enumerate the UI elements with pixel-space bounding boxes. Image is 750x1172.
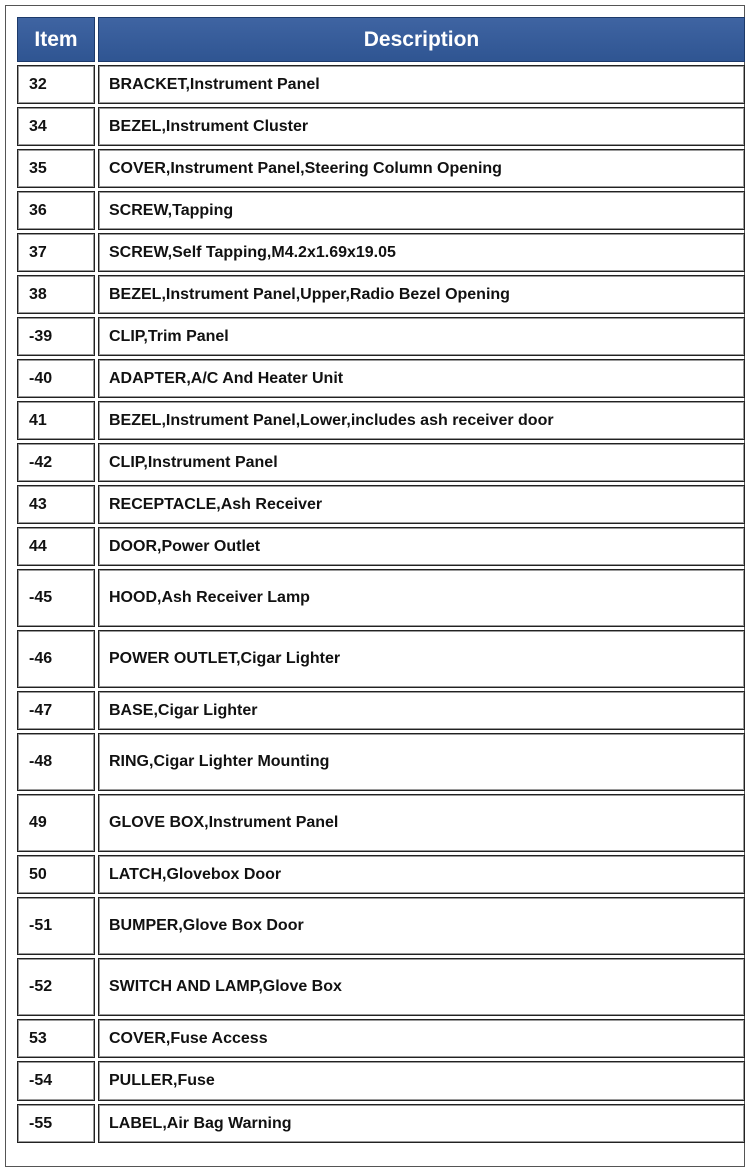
table-row (17, 855, 745, 894)
item-description: BRACKET,Instrument Panel (98, 65, 745, 104)
item-number: -39 (17, 317, 95, 356)
item-description: BUMPER,Glove Box Door (98, 897, 745, 955)
table-row (17, 897, 745, 955)
parts-table (14, 14, 748, 1146)
item-number: 35 (17, 149, 95, 188)
item-number: 44 (17, 527, 95, 566)
item-description: GLOVE BOX,Instrument Panel (98, 794, 745, 852)
table-row (17, 733, 745, 791)
item-number: 43 (17, 485, 95, 524)
item-number: -54 (17, 1061, 95, 1101)
table-row (17, 630, 745, 688)
item-number: 34 (17, 107, 95, 146)
item-description: SCREW,Tapping (98, 191, 745, 230)
item-description: BEZEL,Instrument Cluster (98, 107, 745, 146)
item-number: 41 (17, 401, 95, 440)
item-number: -40 (17, 359, 95, 398)
item-number: 38 (17, 275, 95, 314)
table-row (17, 317, 745, 356)
table-row (17, 1061, 745, 1101)
item-number: 53 (17, 1019, 95, 1058)
item-description: BEZEL,Instrument Panel,Upper,Radio Bezel Opening (98, 275, 745, 314)
item-number: 32 (17, 65, 95, 104)
table-row (17, 569, 745, 627)
table-row (17, 233, 745, 272)
table-row (17, 191, 745, 230)
item-description: BEZEL,Instrument Panel,Lower,includes ash receiver door (98, 401, 745, 440)
item-description: CLIP,Trim Panel (98, 317, 745, 356)
item-description: CLIP,Instrument Panel (98, 443, 745, 482)
table-row (17, 275, 745, 314)
item-description: COVER,Instrument Panel,Steering Column Opening (98, 149, 745, 188)
table-row (17, 794, 745, 852)
table-row (17, 485, 745, 524)
item-number: 50 (17, 855, 95, 894)
item-description: DOOR,Power Outlet (98, 527, 745, 566)
item-description: PULLER,Fuse (98, 1061, 745, 1101)
column-header-description: Description (98, 17, 745, 62)
table-row (17, 107, 745, 146)
item-description: SWITCH AND LAMP,Glove Box (98, 958, 745, 1016)
item-number: 37 (17, 233, 95, 272)
item-number: -51 (17, 897, 95, 955)
item-description: ADAPTER,A/C And Heater Unit (98, 359, 745, 398)
table-row (17, 691, 745, 730)
item-number: -55 (17, 1104, 95, 1143)
item-description: COVER,Fuse Access (98, 1019, 745, 1058)
table-row (17, 149, 745, 188)
column-header-item: Item (17, 17, 95, 62)
table-row (17, 958, 745, 1016)
item-number: -48 (17, 733, 95, 791)
table-row (17, 359, 745, 398)
item-number: -42 (17, 443, 95, 482)
item-number: -46 (17, 630, 95, 688)
table-row (17, 443, 745, 482)
item-number: -45 (17, 569, 95, 627)
item-description: HOOD,Ash Receiver Lamp (98, 569, 745, 627)
item-description: RING,Cigar Lighter Mounting (98, 733, 745, 791)
table-header-row (17, 17, 745, 62)
item-number: 36 (17, 191, 95, 230)
parts-table-frame (5, 5, 745, 1167)
table-row (17, 401, 745, 440)
item-description: BASE,Cigar Lighter (98, 691, 745, 730)
table-row (17, 527, 745, 566)
table-row (17, 1019, 745, 1058)
item-description: RECEPTACLE,Ash Receiver (98, 485, 745, 524)
table-row (17, 65, 745, 104)
item-description: LABEL,Air Bag Warning (98, 1104, 745, 1143)
item-number: -47 (17, 691, 95, 730)
item-number: -52 (17, 958, 95, 1016)
item-number: 49 (17, 794, 95, 852)
item-description: SCREW,Self Tapping,M4.2x1.69x19.05 (98, 233, 745, 272)
item-description: POWER OUTLET,Cigar Lighter (98, 630, 745, 688)
item-description: LATCH,Glovebox Door (98, 855, 745, 894)
table-row (17, 1104, 745, 1143)
